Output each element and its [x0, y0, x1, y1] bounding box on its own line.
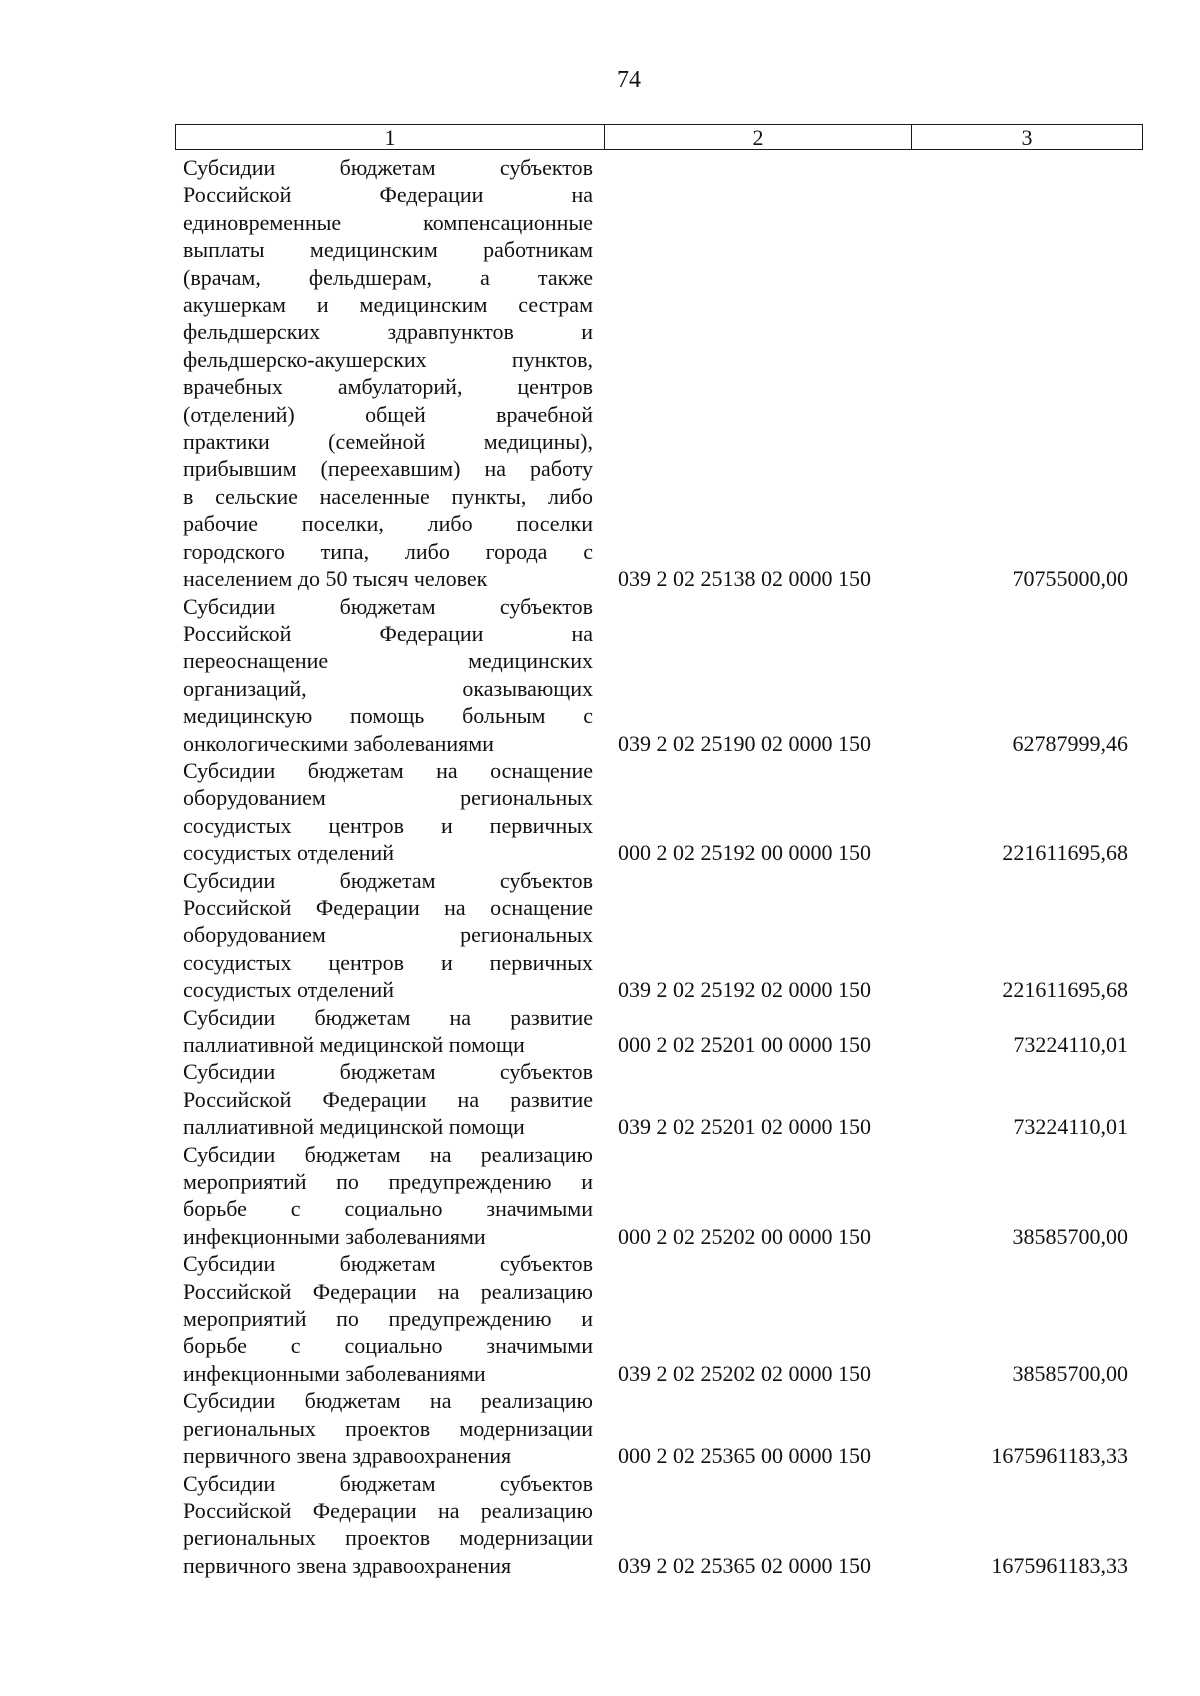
amount-value: 1675961183,33 — [991, 1443, 1128, 1469]
amount-value: 221611695,68 — [1002, 840, 1128, 866]
description-line: организаций, оказывающих — [183, 675, 593, 701]
table-row — [183, 154, 1128, 593]
budget-code: 000 2 02 25202 00 0000 150 — [618, 1223, 871, 1249]
description-line: рабочие поселки, либо поселки — [183, 511, 593, 537]
row-description — [183, 1250, 593, 1387]
column-header-3: 3 — [1021, 125, 1033, 150]
table-row — [183, 1141, 1128, 1251]
description-line: Субсидии бюджетам субъектов — [183, 1251, 593, 1277]
description-line: сосудистых центров и первичных — [183, 812, 593, 838]
description-line: Российской Федерации на — [183, 182, 593, 208]
description-line: мероприятий по предупреждению и — [183, 1306, 593, 1332]
budget-code: 039 2 02 25365 02 0000 150 — [618, 1552, 871, 1578]
description-line: Субсидии бюджетам на оснащение — [183, 757, 593, 783]
table-header — [175, 124, 1143, 150]
amount-value: 73224110,01 — [1013, 1032, 1128, 1057]
description-line: в сельские населенные пункты, либо — [183, 483, 593, 509]
description-line: (отделений) общей врачебной — [183, 401, 593, 427]
description-line: сосудистых центров и первичных — [183, 949, 593, 975]
row-description — [183, 1004, 593, 1059]
description-line: Российской Федерации на развитие — [183, 1086, 593, 1112]
description-line: оборудованием региональных — [183, 785, 593, 811]
description-line: региональных проектов модернизации — [183, 1415, 593, 1441]
description-line: инфекционными заболеваниями — [183, 1360, 486, 1386]
table-row — [183, 593, 1128, 757]
description-line: Российской Федерации на — [183, 620, 593, 646]
amount-value: 62787999,46 — [1012, 730, 1128, 756]
budget-code: 000 2 02 25192 00 0000 150 — [618, 840, 871, 866]
table-body — [183, 154, 1128, 1579]
description-line: инфекционными заболеваниями — [183, 1223, 486, 1249]
amount-value: 73224110,01 — [1013, 1114, 1128, 1140]
description-line: борьбе с социально значимыми — [183, 1196, 593, 1222]
description-line: акушеркам и медицинским сестрам — [183, 292, 593, 318]
row-description — [183, 1058, 593, 1140]
description-line: паллиативной медицинской помощи — [183, 1114, 525, 1140]
description-line: Субсидии бюджетам субъектов — [183, 867, 593, 893]
description-line: Субсидии бюджетам субъектов — [183, 1470, 593, 1496]
row-description — [183, 1387, 593, 1469]
description-line: прибывшим (переехавшим) на работу — [183, 456, 593, 482]
budget-code: 000 2 02 25201 00 0000 150 — [618, 1032, 871, 1057]
description-line: переоснащение медицинских — [183, 648, 593, 674]
description-line: оборудованием региональных — [183, 922, 593, 948]
description-line: паллиативной медицинской помощи — [183, 1032, 525, 1057]
row-description — [183, 154, 593, 593]
table-row — [183, 1058, 1128, 1140]
description-line: Российской Федерации на реализацию — [183, 1497, 593, 1523]
description-line: первичного звена здравоохранения — [183, 1552, 512, 1578]
description-line: онкологическими заболеваниями — [183, 730, 494, 756]
table-row — [183, 757, 1128, 867]
description-line: единовременные компенсационные — [183, 209, 593, 235]
budget-code: 039 2 02 25138 02 0000 150 — [618, 566, 871, 592]
description-line: врачебных амбулаторий, центров — [183, 374, 593, 400]
column-header-2: 2 — [605, 125, 912, 149]
description-line: Субсидии бюджетам на развитие — [183, 1004, 593, 1030]
description-line: сосудистых отделений — [183, 840, 395, 866]
row-description — [183, 1141, 593, 1251]
table-row — [183, 1250, 1128, 1387]
row-description — [183, 593, 593, 757]
table-row — [183, 1387, 1128, 1469]
description-line: Субсидии бюджетам на реализацию — [183, 1388, 593, 1414]
description-line: Субсидии бюджетам на реализацию — [183, 1141, 593, 1167]
description-line: первичного звена здравоохранения — [183, 1443, 512, 1469]
table-row — [183, 1004, 1128, 1059]
budget-code: 039 2 02 25192 02 0000 150 — [618, 977, 871, 1003]
row-description — [183, 1470, 593, 1580]
column-header-1: 1 — [176, 125, 605, 149]
description-line: Субсидии бюджетам субъектов — [183, 593, 593, 619]
amount-value: 38585700,00 — [1012, 1223, 1128, 1249]
budget-code: 039 2 02 25202 02 0000 150 — [618, 1360, 871, 1386]
budget-code: 039 2 02 25190 02 0000 150 — [618, 730, 871, 756]
row-description — [183, 867, 593, 1004]
page-number: 74 — [617, 67, 641, 93]
amount-value: 221611695,68 — [1002, 977, 1128, 1003]
description-line: Российской Федерации на оснащение — [183, 894, 593, 920]
amount-value: 1675961183,33 — [991, 1552, 1128, 1578]
description-line: населением до 50 тысяч человек — [183, 566, 488, 592]
description-line: сосудистых отделений — [183, 977, 395, 1003]
budget-code: 039 2 02 25201 02 0000 150 — [618, 1114, 871, 1140]
description-line: региональных проектов модернизации — [183, 1525, 593, 1551]
amount-value: 70755000,00 — [1012, 566, 1128, 592]
description-line: медицинскую помощь больным с — [183, 703, 593, 729]
description-line: практики (семейной медицины), — [183, 429, 593, 455]
description-line: борьбе с социально значимыми — [183, 1333, 593, 1359]
table-row — [183, 1470, 1128, 1580]
description-line: выплаты медицинским работникам — [183, 237, 593, 263]
amount-value: 38585700,00 — [1012, 1360, 1128, 1386]
row-description — [183, 757, 593, 867]
description-line: городского типа, либо города с — [183, 538, 593, 564]
description-line: (врачам, фельдшерам, а также — [183, 264, 593, 290]
table-row — [183, 867, 1128, 1004]
description-line: Российской Федерации на реализацию — [183, 1278, 593, 1304]
budget-code: 000 2 02 25365 00 0000 150 — [618, 1443, 871, 1469]
description-line: фельдшерских здравпунктов и — [183, 319, 593, 345]
description-line: фельдшерско-акушерских пунктов, — [183, 346, 593, 372]
description-line: Субсидии бюджетам субъектов — [183, 1059, 593, 1085]
description-line: Субсидии бюджетам субъектов — [183, 155, 593, 180]
description-line: мероприятий по предупреждению и — [183, 1169, 593, 1195]
